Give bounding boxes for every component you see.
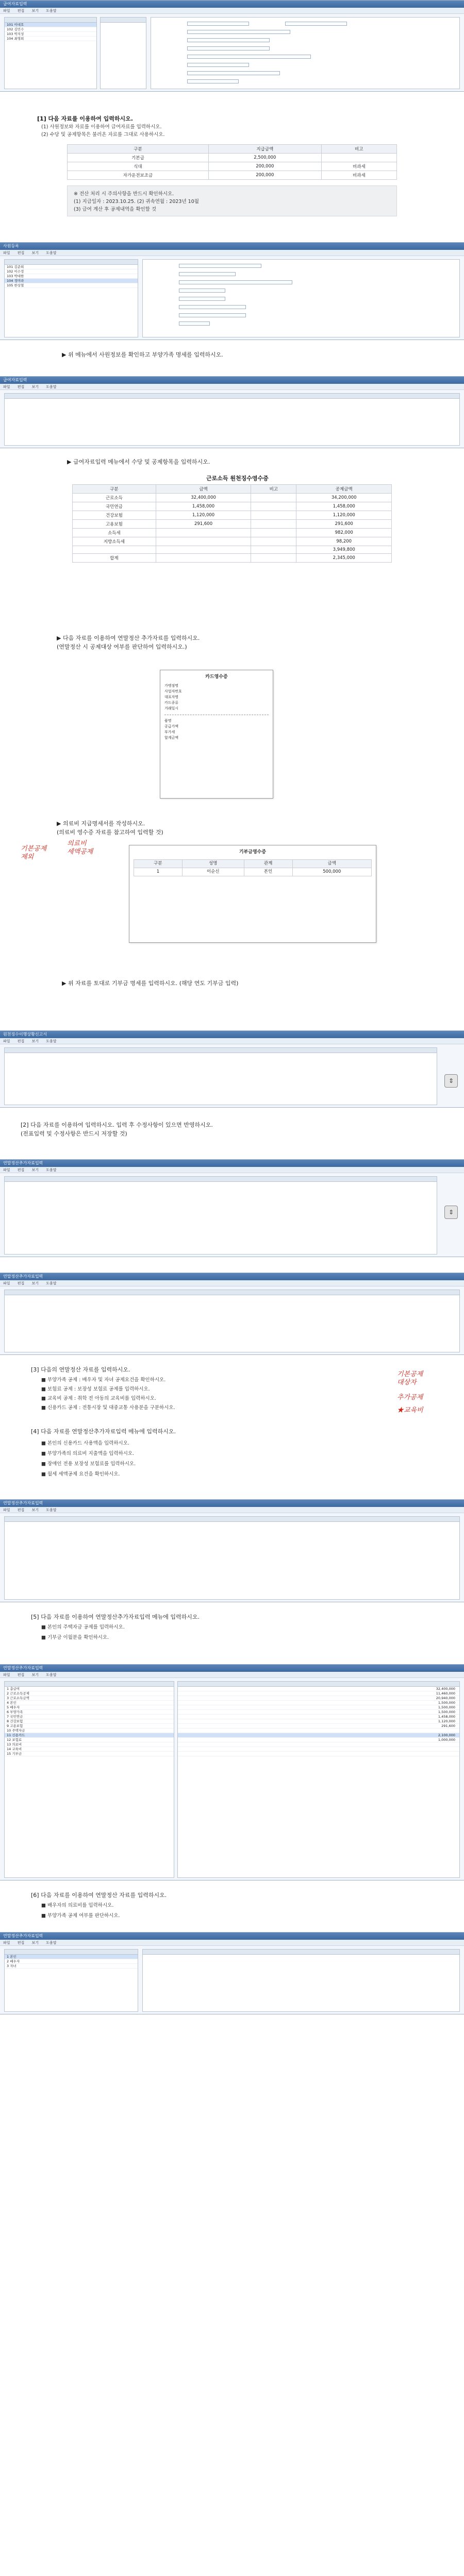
menu-view[interactable]: 보기 [31,1039,39,1043]
table-cell [156,537,251,546]
table-cell: 200,000 [208,171,321,180]
receipt-line: 대표자명 [164,695,179,699]
window-titlebar: 급여자료입력 [0,377,464,384]
table-cell [251,502,296,511]
table-cell: 식대 [68,162,209,171]
menu-edit[interactable]: 편집 [17,1281,25,1285]
grid-header [5,1177,437,1182]
deduction-amount-grid[interactable] [177,1681,460,1878]
table-cell: 34,200,000 [296,494,392,502]
menu-help[interactable]: 도움말 [46,9,57,13]
window-titlebar: 연말정산추가자료입력 [0,1933,464,1940]
caption-10: [5] 다음 자료를 이용하여 연말정산추가자료입력 메뉴에 입력하시오. [31,1614,200,1620]
menubar [0,1038,464,1044]
menu-file[interactable]: 파일 [3,1941,10,1945]
grid-row[interactable]: 101 김준희 [5,265,138,269]
table-cell: 291,600 [156,520,251,529]
table-cell: 98,200 [296,537,392,546]
table-header: 비고 [321,145,396,154]
instruction-line: ■ 보험료 공제 : 보장성 보험료 공제를 입력하시오. [41,1386,150,1392]
year-end-grid[interactable] [4,1176,437,1255]
menu-edit[interactable]: 편집 [17,385,25,389]
menu-edit[interactable]: 편집 [17,1673,25,1677]
amount-cell[interactable]: 1,500,000 [178,1701,459,1705]
section-1-line: (2) 수당 및 공제항목은 불러온 자료를 그대로 사용하시오. [41,132,165,138]
scroll-icon[interactable]: ⇕ [444,1074,458,1088]
amount-cell[interactable]: 1,500,000 [178,1710,459,1715]
screenshot-year-end-5 [0,1932,464,2014]
menu-help[interactable]: 도움말 [46,1941,57,1945]
receipt-line: 품명 [164,719,172,723]
grid-header [5,18,96,23]
table-cell [251,494,296,502]
grid-row[interactable]: 10 주택자금 [5,1728,174,1733]
grid-row[interactable]: 2 근로소득공제 [5,1691,174,1696]
table-cell: 지방소득세 [73,537,156,546]
menu-view[interactable]: 보기 [31,385,39,389]
instruction-line: ■ 장애인 전용 보장성 보험료를 입력하시오. [41,1461,136,1467]
amount-cell[interactable]: 2,100,000 [178,1733,459,1738]
grid-row[interactable]: 1 총급여 [5,1687,174,1691]
receipt-table [134,859,372,876]
table-cell: 1,120,000 [156,511,251,520]
grid-header [5,1950,138,1955]
grid-row[interactable]: 102 이수정 [5,269,138,274]
form-field[interactable] [179,289,225,293]
grid-header [5,260,138,265]
grid-header [101,18,146,23]
table-cell [251,554,296,563]
detail-form [142,259,460,337]
table-cell [321,154,396,162]
grid-row[interactable]: 5 배우자 [5,1705,174,1710]
table-cell: 자가운전보조금 [68,171,209,180]
menu-file[interactable]: 파일 [3,1039,10,1043]
caption-11: [6] 다음 자료를 이용하여 연말정산 자료를 입력하시오. [31,1892,167,1899]
section-1-title: [1] 다음 자료를 이용하여 입력하시오. [37,115,133,122]
table-header: 성명 [182,860,244,868]
table-cell [251,529,296,537]
window-titlebar: 연말정산추가자료입력 [0,1160,464,1167]
grid-row[interactable]: 6 부양가족 [5,1710,174,1715]
table-cell: 고용보험 [73,520,156,529]
table-header: 공제금액 [296,485,392,494]
grid-row[interactable]: 101 이대호 [5,23,96,27]
grid-row[interactable]: 104 정미라 [5,279,138,283]
form-field[interactable] [187,55,311,59]
form-field[interactable] [187,38,270,42]
menu-help[interactable]: 도움말 [46,1281,57,1285]
receipt-line: 거래일시 [164,706,179,710]
caption-4: ▶ 다음 자료를 이용하여 연말정산 추가자료를 입력하시오. (연말정산 시 공제대상 여부를 판단하여 입력하시오.) [57,635,200,650]
instruction-line: ■ 교육비 공제 : 취학 전 아동의 교육비를 입력하시오. [41,1396,156,1401]
menu-edit[interactable]: 편집 [17,251,25,255]
report-grid[interactable] [4,1047,437,1105]
table-cell [251,511,296,520]
table-cell: 2,345,000 [296,554,392,563]
grid-row[interactable]: 9 고용보험 [5,1724,174,1728]
instruction-line: ■ 신용카드 공제 : 전통시장 및 대중교통 사용분을 구분하시오. [41,1405,175,1411]
screenshot-year-end-3 [0,1499,464,1602]
window-titlebar: 사원등록 [0,243,464,250]
grid-row[interactable]: 105 한상철 [5,283,138,288]
screenshot-year-end-4 [0,1664,464,1880]
table-cell: 1 [134,868,183,876]
grid-row[interactable]: 15 기부금 [5,1752,174,1756]
payroll-table [67,144,397,180]
menu-view[interactable]: 보기 [31,9,39,13]
menu-edit[interactable]: 편집 [17,1039,25,1043]
table-cell: 합계 [73,554,156,563]
table-cell: 기본급 [68,154,209,162]
notice-box [67,185,397,216]
screenshot-employee-register [0,242,464,340]
scroll-icon[interactable]: ⇕ [444,1206,458,1219]
amount-cell[interactable]: 291,600 [178,1724,459,1728]
handwritten-note: ★교육비 [397,1406,423,1414]
grid-row[interactable]: 104 최영희 [5,37,96,41]
table-cell: 소득세 [73,529,156,537]
instruction-line: ■ 본인의 신용카드 사용액을 입력하시오. [41,1440,129,1446]
table-header: 관계 [244,860,292,868]
receipt-line: 합계금액 [164,736,179,740]
amount-cell[interactable]: 32,400,000 [178,1687,459,1691]
form-field[interactable] [179,280,292,284]
table-header: 구분 [134,860,183,868]
grid-row[interactable]: 1 본인 [5,1955,138,1959]
amount-cell[interactable]: 1,120,000 [178,1719,459,1724]
table-cell: 982,000 [296,529,392,537]
table-cell [156,546,251,554]
grid-row[interactable]: 3 근로소득금액 [5,1696,174,1701]
table-cell: 1,120,000 [296,511,392,520]
menu-help[interactable]: 도움말 [46,1168,57,1172]
receipt-line: 카드종류 [164,701,179,705]
employee-grid[interactable] [4,259,138,337]
menu-file[interactable]: 파일 [3,251,10,255]
menubar [0,1280,464,1286]
table-cell: 200,000 [208,162,321,171]
table-cell [156,554,251,563]
grid-row[interactable]: 7 국민연금 [5,1715,174,1719]
grid-row[interactable]: 102 김민수 [5,27,96,32]
handwritten-note: 추가공제 [397,1394,423,1401]
receipt-line: 가맹점명 [164,684,179,688]
menu-view[interactable]: 보기 [31,1168,39,1172]
caption-8: [3] 다음의 연말정산 자료를 입력하시오. [31,1366,130,1373]
amount-cell[interactable] [178,1742,459,1747]
table-cell: 국민연금 [73,502,156,511]
grid-header [5,1517,459,1522]
caption-6: ▶ 위 자료를 토대로 기부금 명세를 입력하시오. (해당 연도 기부금 입력) [62,980,239,987]
table-cell: 3,949,800 [296,546,392,554]
window-titlebar: 연말정산추가자료입력 [0,1500,464,1507]
handwritten-note: 기본공제 제외 [21,845,47,861]
table-cell [251,537,296,546]
caption-5: ▶ 의료비 지급명세서를 작성하시오. (의료비 영수증 자료를 참고하여 입력할 것) [57,820,163,836]
form-field[interactable] [179,321,210,326]
table-header: 비고 [251,485,296,494]
table-header: 구분 [73,485,156,494]
amount-cell[interactable]: 1,500,000 [178,1705,459,1710]
table-cell: 1,458,000 [156,502,251,511]
amount-cell[interactable]: 11,460,000 [178,1691,459,1696]
caption-3: ▶ 급여자료입력 메뉴에서 수당 및 공제항목을 입력하시오. [67,459,210,465]
handwritten-note: 의료비 세액공제 [67,840,93,856]
handwritten-note: 기본공제 대상자 [397,1370,423,1386]
form-field[interactable] [179,305,246,309]
menubar [0,8,464,14]
table-cell: 건강보험 [73,511,156,520]
menu-file[interactable]: 파일 [3,1508,10,1512]
grid-header [143,1950,459,1955]
instruction-line: ■ 월세 세액공제 요건을 확인하시오. [41,1471,120,1477]
menu-view[interactable]: 보기 [31,251,39,255]
table-header: 금액 [292,860,371,868]
form-field[interactable] [179,264,261,268]
amount-cell[interactable] [178,1728,459,1733]
table-cell [251,520,296,529]
grid-header [5,1048,437,1053]
employee-grid[interactable] [4,17,97,89]
grid-row[interactable]: 8 건강보험 [5,1719,174,1724]
menu-edit[interactable]: 편집 [17,1941,25,1945]
year-end-grid[interactable] [4,1290,460,1352]
grid-header [5,1290,459,1295]
window-titlebar: 연말정산추가자료입력 [0,1273,464,1280]
instruction-line: ■ 부양가족 공제 여부를 판단하시오. [41,1913,120,1919]
instruction-line: ■ 부양가족의 의료비 지출액을 입력하시오. [41,1451,135,1456]
form-field[interactable] [187,30,290,34]
instruction-line: ■ 본인의 주택자금 공제를 입력하시오. [41,1624,125,1630]
screenshot-payroll-entry [0,0,464,92]
withholding-table [72,484,392,563]
menu-help[interactable]: 도움말 [46,251,57,255]
caption-2: ▶ 위 메뉴에서 사원정보를 확인하고 부양가족 명세를 입력하시오. [62,351,223,358]
table-header: 금액 [156,485,251,494]
menu-help[interactable]: 도움말 [46,1039,57,1043]
receipt-title: 기부금영수증 [239,850,267,855]
year-end-detail-grid[interactable] [142,1949,460,2012]
caption-7: [2] 다음 자료를 이용하여 입력하시오. 입력 후 수정사항이 있으면 반영하시오. (전표입력 및 수정사항은 반드시 저장할 것) [21,1122,213,1137]
menu-edit[interactable]: 편집 [17,9,25,13]
table-cell: 1,458,000 [296,502,392,511]
receipt-line: 사업자번호 [164,689,182,693]
menu-help[interactable]: 도움말 [46,1508,57,1512]
form-field[interactable] [187,46,270,50]
grid-row[interactable]: 14 교육비 [5,1747,174,1752]
grid-row[interactable]: 12 보험료 [5,1738,174,1742]
notice-line: (3) 급여 계산 후 공제내역을 확인할 것 [74,207,157,212]
card-receipt [160,670,273,799]
table-cell [251,546,296,554]
table-header: 지급금액 [208,145,321,154]
grid-header [178,1682,459,1687]
form-field[interactable] [179,272,236,276]
instruction-line: ■ 기부금 이월분을 확인하시오. [41,1635,109,1640]
grid-row[interactable]: 2 배우자 [5,1959,138,1964]
menubar [0,1940,464,1946]
amount-cell[interactable]: 20,940,000 [178,1696,459,1701]
table-cell: 근로소득 [73,494,156,502]
amount-cell[interactable]: 1,000,000 [178,1738,459,1742]
menu-view[interactable]: 보기 [31,1508,39,1512]
menu-help[interactable]: 도움말 [46,1673,57,1677]
receipt-title: 카드영수증 [205,674,228,680]
donation-receipt [129,845,376,943]
menu-file[interactable]: 파일 [3,9,10,13]
table-cell: 500,000 [292,868,371,876]
menu-view[interactable]: 보기 [31,1673,39,1677]
section-1-line: (1) 사원정보와 자료를 이용하여 급여자료를 입력하시오. [41,124,162,130]
form-field[interactable] [187,71,280,75]
grid-row[interactable]: 13 의료비 [5,1742,174,1747]
deduction-item-grid[interactable] [4,1681,174,1878]
screenshot-year-end-1 [0,1159,464,1257]
grid-row[interactable]: 103 박대한 [5,274,138,279]
menubar [0,250,464,256]
menu-help[interactable]: 도움말 [46,385,57,389]
table-cell: 비과세 [321,171,396,180]
table-cell: 본인 [244,868,292,876]
amount-cell[interactable] [178,1752,459,1756]
form-field[interactable] [187,79,239,83]
detail-form [151,17,460,89]
instruction-line: ■ 부양가족 공제 : 배우자 및 자녀 공제요건을 확인하시오. [41,1377,166,1383]
grid-header [5,1682,174,1687]
grid-row[interactable]: 4 본인 [5,1701,174,1705]
menu-view[interactable]: 보기 [31,1941,39,1945]
screenshot-withholding-report [0,1030,464,1108]
receipt-line: 부가세 [164,730,175,734]
screenshot-year-end-2 [0,1273,464,1355]
form-field[interactable] [285,22,347,26]
table-2-title: 근로소득 원천징수영수증 [206,475,269,482]
payroll-grid[interactable] [4,393,460,446]
menu-edit[interactable]: 편집 [17,1508,25,1512]
form-field[interactable] [187,63,249,67]
menubar [0,1672,464,1678]
year-end-grid[interactable] [4,1949,138,2012]
menu-file[interactable]: 파일 [3,1281,10,1285]
window-titlebar: 원천징수이행상황신고서 [0,1031,464,1038]
menu-file[interactable]: 파일 [3,385,10,389]
menu-view[interactable]: 보기 [31,1281,39,1285]
table-cell: 비과세 [321,162,396,171]
table-cell: 32,400,000 [156,494,251,502]
receipt-line: 공급가액 [164,724,179,728]
notice-line: ※ 전산 처리 시 주의사항을 반드시 확인하시오. [74,191,174,197]
table-cell [156,529,251,537]
form-field[interactable] [179,313,246,317]
window-titlebar: 연말정산추가자료입력 [0,1665,464,1672]
table-header: 구분 [68,145,209,154]
menu-edit[interactable]: 편집 [17,1168,25,1172]
table-cell: 291,600 [296,520,392,529]
window-titlebar: 급여자료입력 [0,1,464,8]
menubar [0,1167,464,1173]
menubar [0,384,464,390]
caption-9: [4] 다음 자료를 연말정산추가자료입력 메뉴에 입력하시오. [31,1428,176,1435]
menubar [0,1507,464,1513]
table-cell: 2,500,000 [208,154,321,162]
grid-row[interactable]: 103 박지성 [5,32,96,37]
form-field[interactable] [187,22,249,26]
menu-file[interactable]: 파일 [3,1168,10,1172]
instruction-line: ■ 배우자의 의료비를 입력하시오. [41,1903,114,1908]
table-cell [73,546,156,554]
form-field[interactable] [179,297,225,301]
amount-cell[interactable] [178,1747,459,1752]
menu-file[interactable]: 파일 [3,1673,10,1677]
grid-row[interactable]: 11 신용카드 [5,1733,174,1738]
table-cell: 이순신 [182,868,244,876]
amount-cell[interactable]: 1,458,000 [178,1715,459,1719]
year-end-grid[interactable] [4,1516,460,1600]
screenshot-payroll-wide [0,376,464,448]
grid-header [5,394,459,399]
allowance-grid[interactable] [100,17,146,89]
grid-row[interactable]: 3 자녀 [5,1964,138,1969]
notice-line: (1) 지급일자 : 2023.10.25. (2) 귀속연월 : 2023년 10월 [74,199,199,205]
